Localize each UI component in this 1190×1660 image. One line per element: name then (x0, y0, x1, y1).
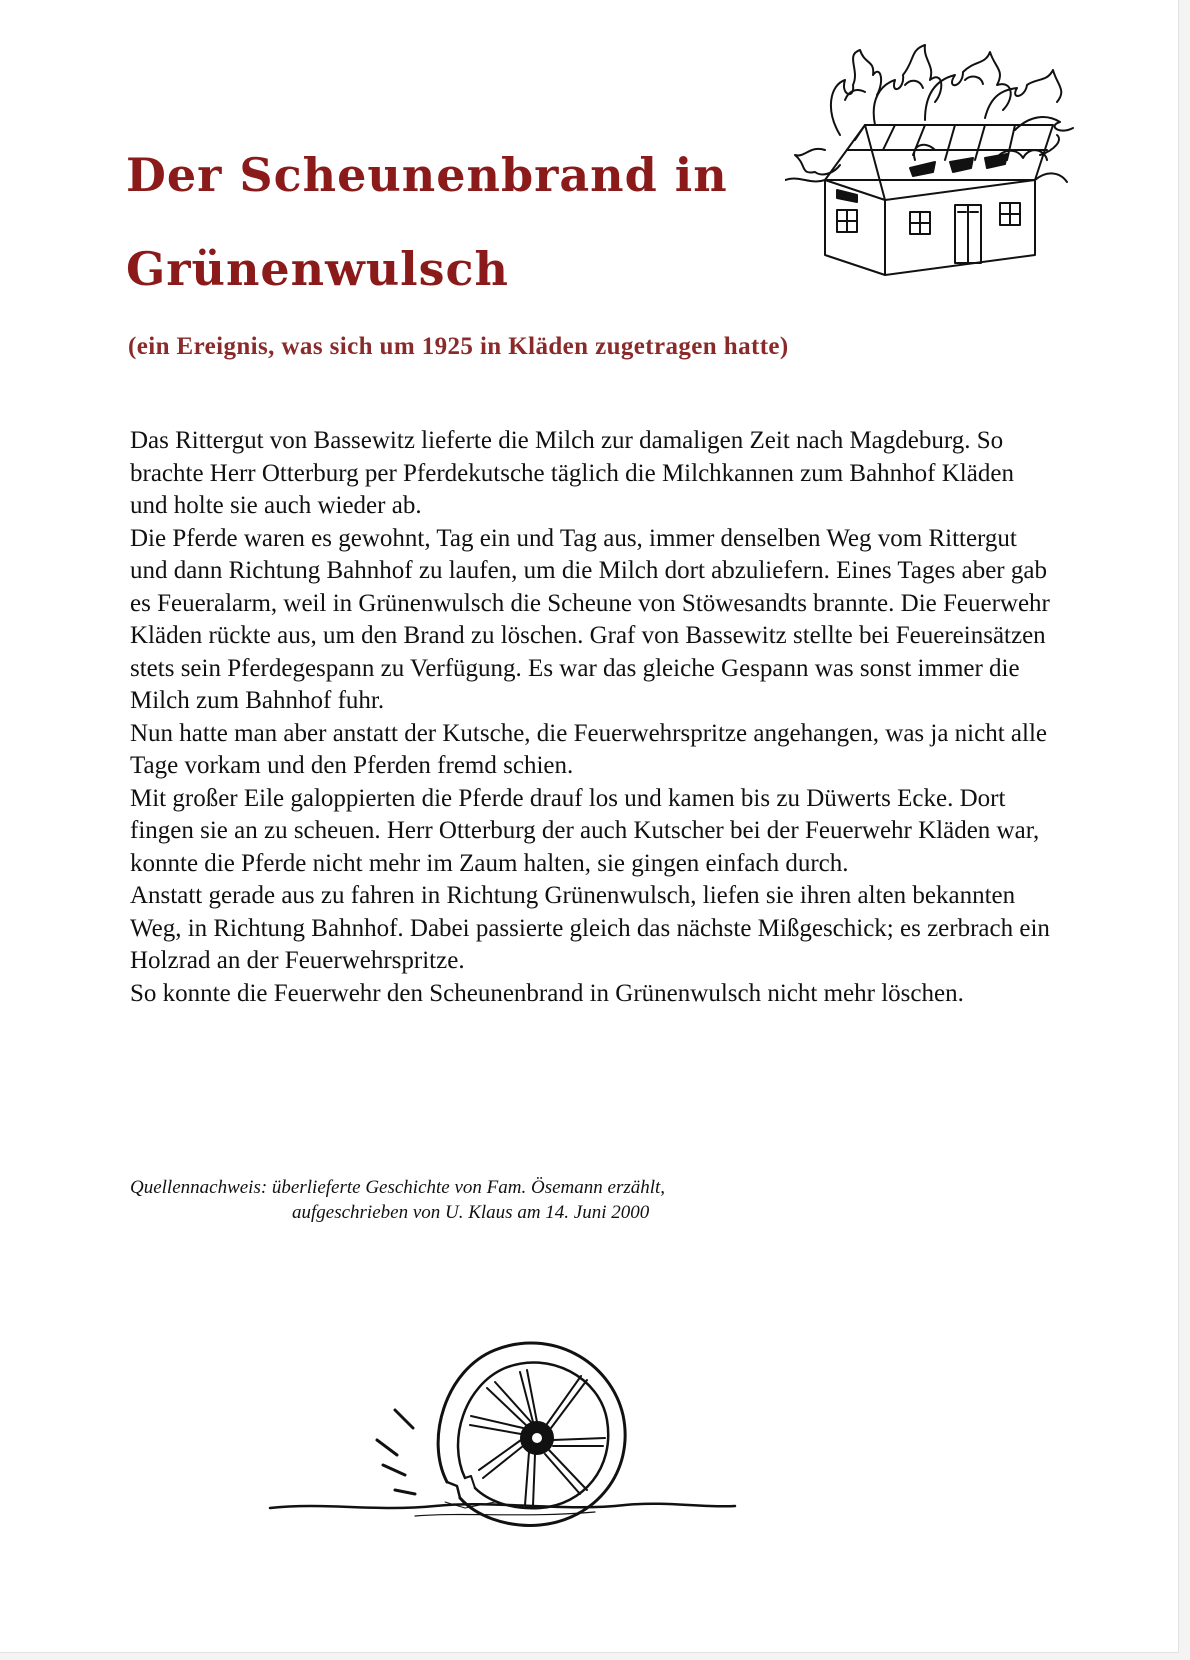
paragraph-4: Mit großer Eile galoppierten die Pferde drauf los und kamen bis zu Düwerts Ecke. Dort fingen sie an zu scheuen. Herr Otterburg der auch Kutscher bei der Feuerwehr Kläden war, konnte die Pferde nicht mehr im Zaum halten, sie gingen einfach durch. (130, 784, 1040, 877)
title-line-2: Grünenwulsch (126, 242, 509, 296)
house-icon (825, 125, 1035, 275)
subtitle: (ein Ereignis, was sich um 1925 in Kläden zugetragen hatte) (128, 333, 789, 360)
page-title (126, 128, 746, 316)
paragraph-2: Die Pferde waren es gewohnt, Tag ein und Tag aus, immer denselben Weg vom Rittergut und dann Richtung Bahnhof zu laufen, um die Milch dort abzuliefern. Eines Tages aber gab es Feueralarm, weil in Grünenwulsch die Scheune von Stöwesandts brannte. Die Feuerwehr Kläden rückte aus, um den Brand zu löschen. Graf von Bassewitz stellte bei Feuereinsätzen stets sein Pferdegespann zu Verfügung. Es war das gleiche Gespann was sonst immer die Milch zum Bahnhof fuhr. (130, 524, 1050, 714)
paragraph-5: Anstatt gerade aus zu fahren in Richtung Grünenwulsch, liefen sie ihren alten bekannten Weg, in Richtung Bahnhof. Dabei passierte gleich das nächste Mißgeschick; es zerbrach ein Holzrad an der Feuerwehrspritze. (130, 882, 1050, 974)
paragraph-1: Das Rittergut von Bassewitz lieferte die Milch zur damaligen Zeit nach Magdeburg. So brachte Herr Otterburg per Pferdekutsche täglich die Milchkannen zum Bahnhof Kläden und holte sie auch wieder ab. (130, 427, 1014, 519)
source-line-2: aufgeschrieben von U. Klaus am 14. Juni 2000 (292, 1202, 650, 1223)
paragraph-3: Nun hatte man aber anstatt der Kutsche, die Feuerwehrspritze angehangen, was ja nicht alle Tage vorkam und den Pferden fremd schien. (130, 719, 1048, 779)
source-line-1: Quellennachweis: überlieferte Geschichte von Fam. Ösemann erzählt, (130, 1177, 666, 1198)
story-text (130, 425, 1050, 1010)
title-line-1: Der Scheunenbrand in (126, 148, 728, 202)
burning-house-icon (785, 40, 1125, 290)
broken-wheel-icon (265, 1250, 745, 1550)
paragraph-6: So konnte die Feuerwehr den Scheunenbrand in Grünenwulsch nicht mehr löschen. (130, 979, 964, 1007)
flames-icon (785, 45, 1073, 182)
source-citation (130, 1175, 830, 1225)
